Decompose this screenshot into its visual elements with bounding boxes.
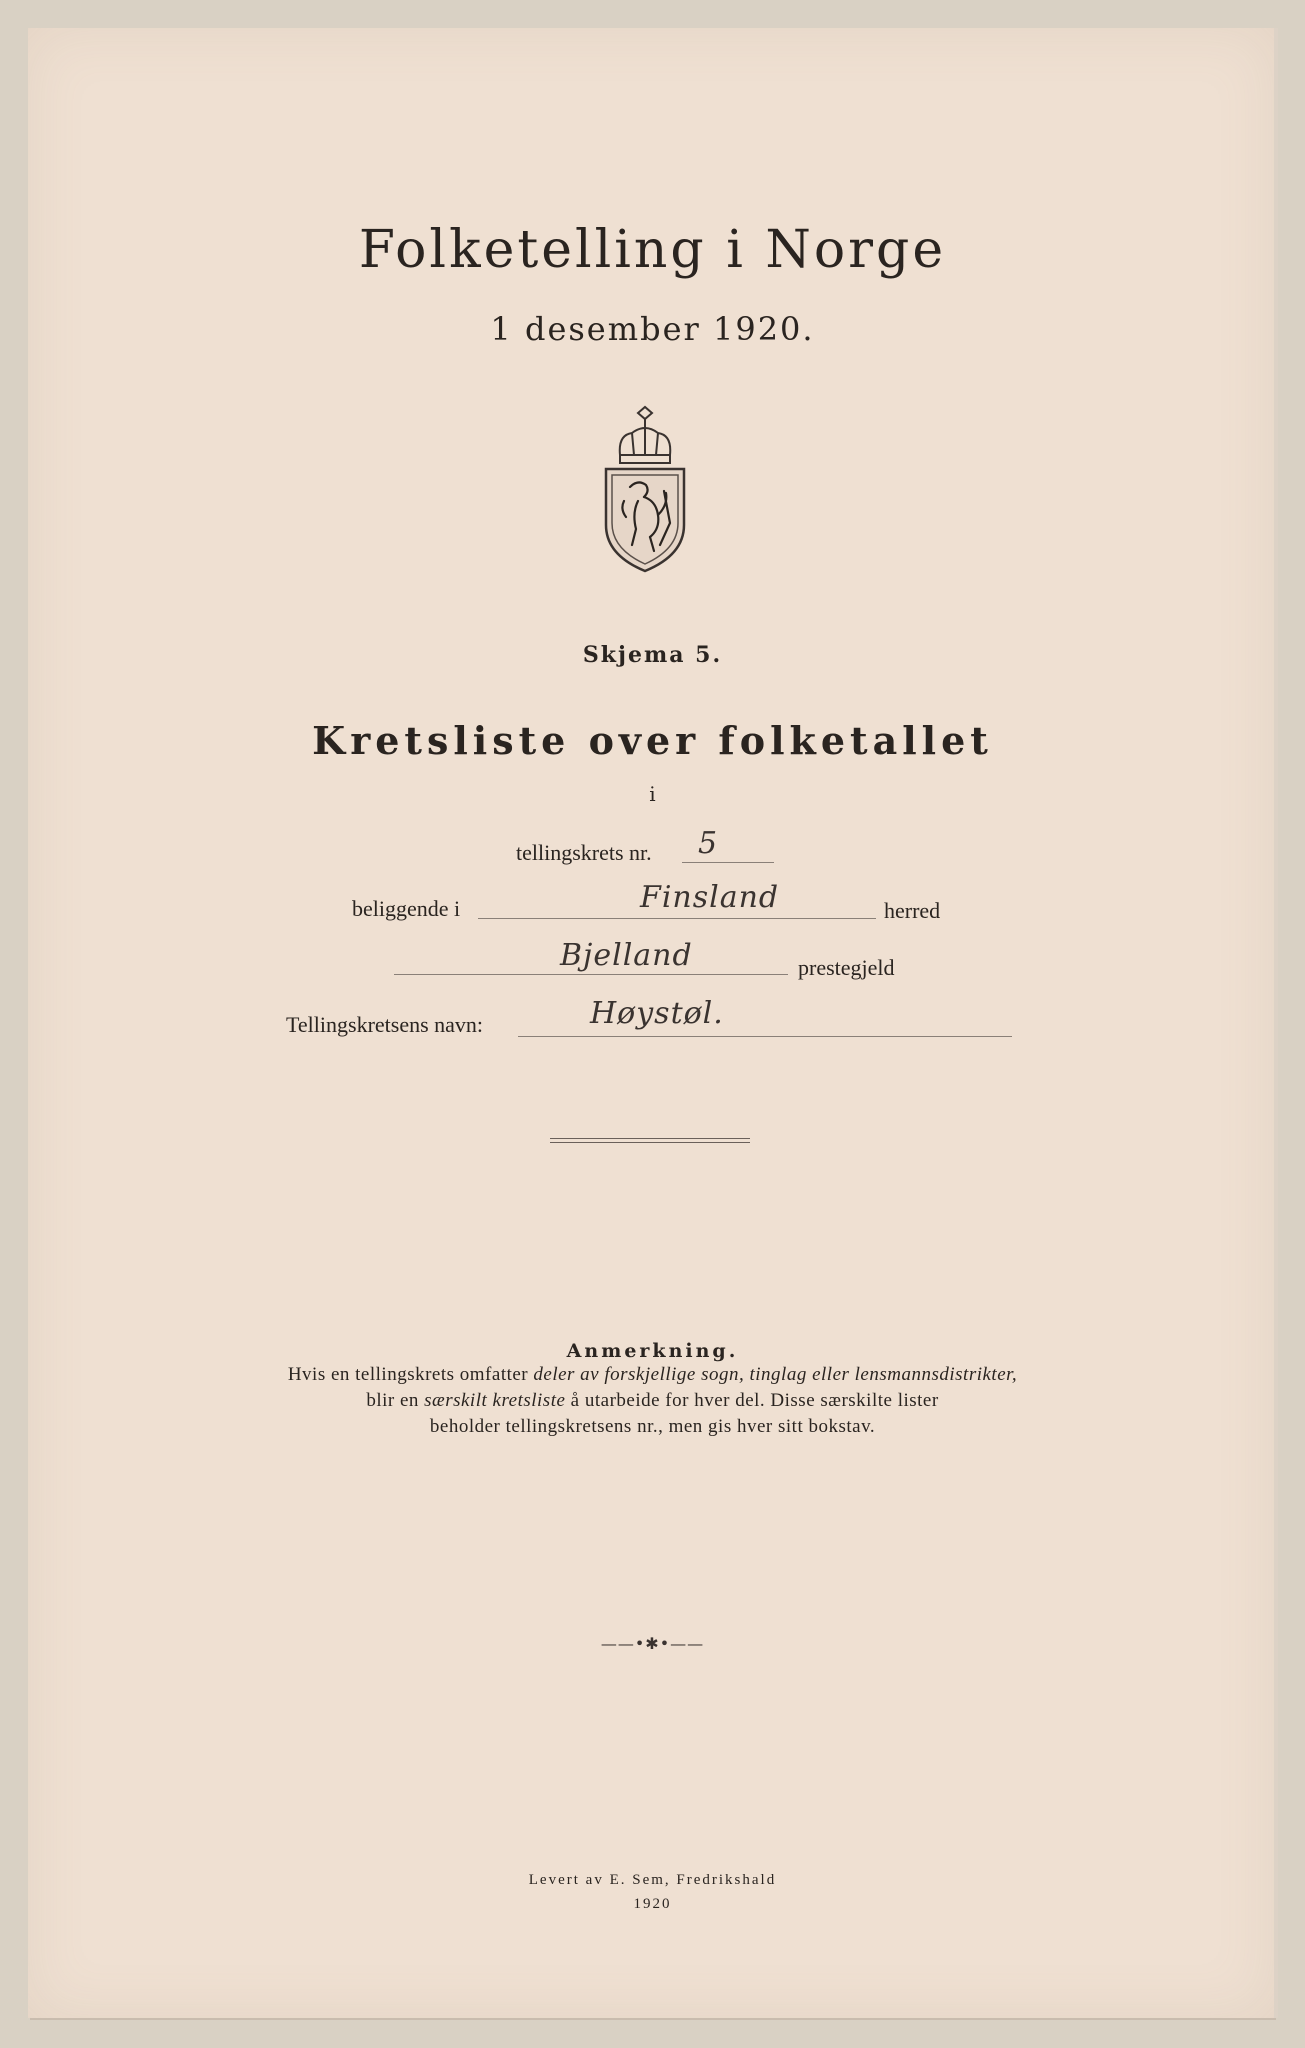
note-line-1-emphasis: deler av forskjellige sogn, tinglag eller lensmannsdistrikter, xyxy=(533,1364,1018,1385)
schema-number: Skjema 5. xyxy=(582,642,723,668)
printer-line: Levert av E. Sem, Fredrikshald xyxy=(528,1872,777,1888)
navn-label: Tellingskretsens navn: xyxy=(286,1012,484,1037)
tellingskrets-value: 5 xyxy=(698,826,719,861)
navn-underline xyxy=(518,1036,1012,1037)
ornament-divider: ——•✱•—— xyxy=(600,1634,705,1653)
note-line-2-text-a: blir en xyxy=(366,1390,425,1411)
tellingskrets-label: tellingskrets nr. xyxy=(516,840,652,865)
beliggende-underline xyxy=(478,918,876,919)
census-date: 1 desember 1920. xyxy=(490,310,815,348)
form-heading: Kretsliste over folketallet xyxy=(312,718,993,763)
document-title: Folketelling i Norge xyxy=(358,220,947,280)
note-heading: Anmerkning. xyxy=(566,1340,739,1362)
beliggende-value: Finsland xyxy=(640,880,780,915)
note-line-1-text: Hvis en tellingskrets omfatter xyxy=(287,1364,534,1385)
note-line-2-emphasis: særskilt kretsliste xyxy=(424,1390,566,1411)
note-line-3: beholder tellingskretsens nr., men gis hver sitt bokstav. xyxy=(429,1416,876,1437)
printer-year: 1920 xyxy=(633,1896,672,1912)
prestegjeld-value: Bjelland xyxy=(560,938,693,973)
norwegian-coat-of-arms-icon xyxy=(598,405,692,575)
connector-word: i xyxy=(649,782,656,806)
prestegjeld-label: prestegjeld xyxy=(798,955,895,980)
prestegjeld-underline xyxy=(394,974,788,975)
navn-value: Høystøl. xyxy=(590,996,724,1031)
note-line-2-text-b: å utarbeide for hver del. Disse særskilte lister xyxy=(565,1390,939,1411)
beliggende-label: beliggende i xyxy=(352,896,461,921)
note-line-1 xyxy=(0,1364,1305,1386)
note-line-2 xyxy=(0,1390,1305,1412)
tellingskrets-underline xyxy=(682,862,774,863)
herred-label: herred xyxy=(884,898,941,923)
section-divider xyxy=(550,1138,750,1143)
